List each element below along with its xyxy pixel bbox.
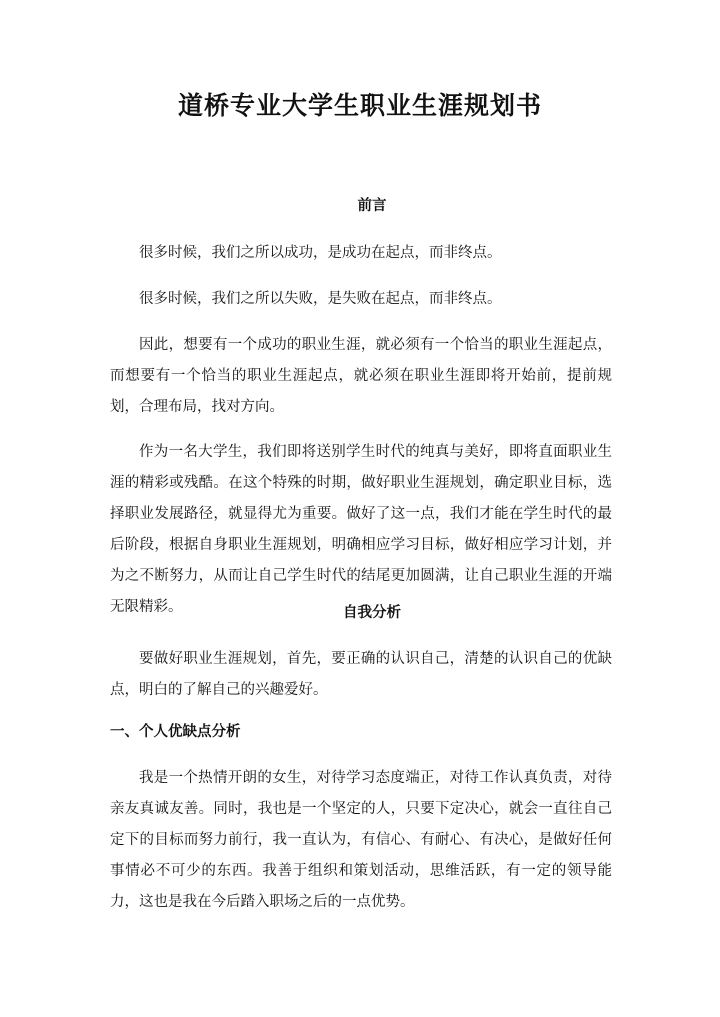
document-title: 道桥专业大学生职业生涯规划书	[177, 91, 542, 120]
preface-paragraph-2: 很多时候，我们之所以失败，是失败在起点，而非终点。	[139, 291, 502, 307]
self-analysis-heading: 自我分析	[343, 605, 401, 621]
self-analysis-paragraph: 要做好职业生涯规划，首先，要正确的认识自己，清楚的认识自己的优缺点，明白的了解自己的兴趣爱好。	[110, 651, 612, 698]
preface-heading: 前言	[357, 198, 387, 214]
personal-strengths-heading: 一、个人优缺点分析	[110, 724, 241, 740]
preface-paragraph-3: 因此，想要有一个成功的职业生涯，就必须有一个恰当的职业生涯起点，而想要有一个恰当的职业生涯起点，就必须在职业生涯即将开始前，提前规划，合理布局，找对方向。	[110, 337, 612, 415]
preface-paragraph-4: 作为一名大学生，我们即将送别学生时代的纯真与美好，即将直面职业生涯的精彩或残酷。在这个特殊的时期，做好职业生涯规划，确定职业目标，选择职业发展路径，就显得尤为重要。做好了这一点，我们才能在学生时代的最后阶段，根据自身职业生涯规划，明确相应学习目标，做好相应学习计划，并为之不断努力，从而让自己学生时代的结尾更加圆满，让自己职业生涯的开端无限精彩。	[110, 444, 612, 615]
preface-paragraph-1: 很多时候，我们之所以成功，是成功在起点，而非终点。	[139, 245, 502, 261]
personal-strengths-paragraph: 我是一个热情开朗的女生，对待学习态度端正，对待工作认真负责，对待亲友真诚友善。同时，我也是一个坚定的人，只要下定决心，就会一直往自己定下的目标而努力前行，我一直认为，有信心、有耐心、有决心，是做好任何事情必不可少的东西。我善于组织和策划活动，思维活跃，有一定的领导能力，这也是我在今后踏入职场之后的一点优势。	[110, 770, 612, 910]
